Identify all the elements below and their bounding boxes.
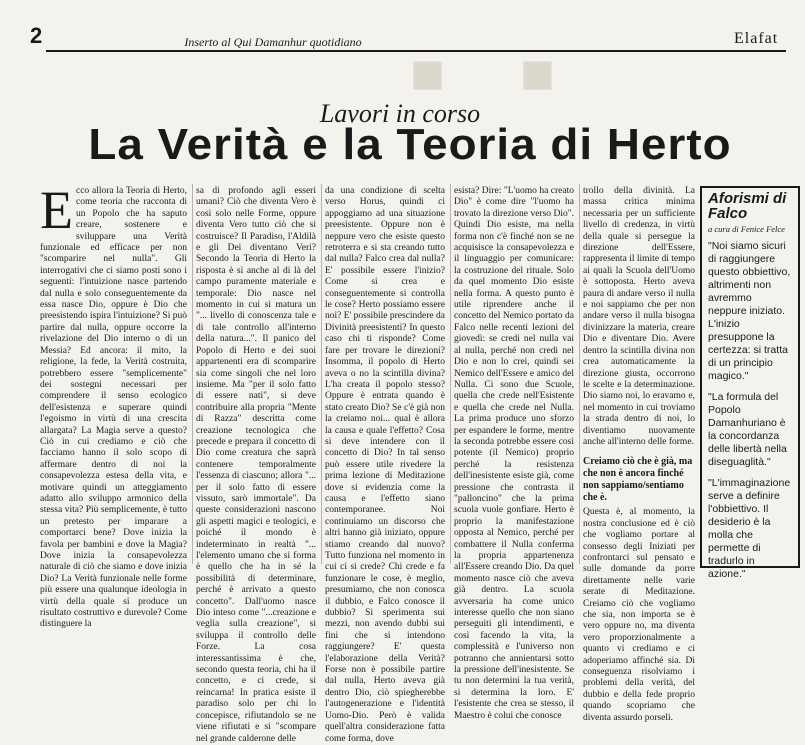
section-label: Lavori in corso [319,99,481,128]
article-column-4 [454,186,574,721]
sidebar-title: Aforismi di Falco [708,190,787,222]
column-text: esista? Dire: "L'uomo ha creato Dio" è come dire "l'uomo ha trovato la direzione verso Dio". Quindi Dio esiste, ma nella forma non c'è finché non se ne acquisisce la consapevolezza e il linguaggio per comunicare: la costruzione del rituale. Solo da quel momento Dio esiste nella forma. A questo punto è utile riprendere anche il concetto del Nemico portato da Falco nelle recenti lezioni del giovedì: se credi nel nulla vai al nulla, perché non credi nel Dio e non lo crei, quindi sei Nemico dell'Essere e amico del Nulla. Ci sono due Scuole, quella che crede nell'Esistente e quella che crede nel Nulla. La prima produce uno sforzo per espandere le forme, mentre la seconda potrebbe essere così potente (il Nemico) proprio perché la resistenza dell'inesistente esiste già, come pressione che contrasta il "palloncino" che la prima scuola vuole gonfiare. Herto è proprio la manifestazione opposta al Nemico, perché per combattere il Nulla conferma la propria appartenenza all'Essere creando Dio. Da quel momento nasce ciò che aveva già dentro. La scuola avversaria ha come unico interesse quello che non siano perseguiti gli intendimenti, e così facendo la vita, la complessità e l'universo non potranno che annientarsi sotto la pressione dell'inesistente. Se tu non determini la tua verità, si determina la loro. E' l'esistente che crea se stesso, il Maestro è colui che conosce [454,186,574,721]
bleed-through-shape: ■ [520,41,556,106]
article-column-2 [196,186,316,744]
article-column-1 [40,180,187,630]
sidebar-aphorisms-box [700,186,800,580]
brand-name: Elafat [734,30,779,47]
article-column-5 [583,186,695,723]
aphorism-quote: "L'immaginazione serve a definire l'obbiettivo. Il desiderio è la molla che permette di tradurlo in azione." [708,477,791,580]
column-text: trollo della divinità. La massa critica minima necessaria per un sufficiente livello di credenza, in virtù della quale si persegue la direzione dell'Essere, rappresenta il limite di tempo ai quali la Scuola dell'Uomo è sottoposta. Herto aveva paura di andare verso il nulla e noi sappiamo che per non andare verso il nulla bisogna divinizzare la materia, creare Dio e diventare Dio. Avere dentro la scintilla divina non crea automaticamente la direzione giusta, occorrono le scelte e la determinazione. Dio siamo noi, lo eravamo e, nel momento in cui troviamo la strada dentro di noi, lo diventiamo nuovamente anche all'interno delle forme. [583,186,695,447]
sidebar-byline: a cura di Fenice Felce [708,224,785,234]
bleed-through-shape: ■ [410,41,446,106]
column-subheading: Creiamo ciò che è già, ma che non è ancora finché non sappiamo/sentiamo che è. [583,456,693,504]
article-column-3 [325,186,445,744]
column-divider [450,184,451,564]
column-divider [192,184,193,564]
column-text: Questa è, al momento, la nostra conclusione ed è ciò che vogliamo portare al consesso degli Iniziati per confrontarci sul pensato e sulle domande da porre direttamente nelle varie serate di Meditazione. Creiamo ciò che vogliamo che sia, non importa se è vero oppure no, ma diventa vero proporzionalmente a quanto vi crediamo e ci adoperiamo affinché sia. Di conseguenza risolviamo i problemi della verità, del dubbio e della fede proprio quando scopriamo che diventa assurdo porseli. [583,507,695,723]
column-divider [321,184,322,564]
aphorism-quote: "Noi siamo sicuri di raggiungere questo obbiettivo, altrimenti non avremmo neppure iniziato. L'inizio presuppone la certezza: si tratta di un principio magico." [708,240,791,382]
column-text: cco allora la Teoria di Herto, come teoria che racconta di un Popolo che ha saputo creare, sostenere e sviluppare una Verità funzionale ed efficace per non "scomparire nel nulla". Gli interrogativi che ci siamo posti sono i seguenti: l'intuizione nasce partendo dal nulla e solo conseguentemente da essa nasce Dio, oppure è Dio che preesistendo ispira l'intuizione? Si può partire dal nulla, oppure occorre la rivelazione del Dio interno o di un Messia? Ed ancora: il mito, la religione, la fede, la Verità costruita, potrebbero essere "semplicemente" dei sostegni necessari per comprendere il senso ecologico dell'esistenza e superare quindi l'egoismo in virtù di una crescita allargata? La Magia serve a questo? Ciò in cui crediamo e ciò che facciamo hanno il solo scopo di affermare dentro di noi la consapevolezza estesa della vita, e motivare quindi un atteggiamento adatto allo sviluppo armonico della stessa vita? Più semplicemente, è tutto un pretesto per imparare a comportarci bene? Dove inizia la favola per bambini e dove la Magia? Dove inizia la consapevolezza naturale di ciò che siamo e dove inizia Dio? La Verità funzionale nelle forme più essere una qualunque ideologia in virtù della quale si produce un risultato costruttivo e durevole? Come distinguere la [40,186,187,630]
column-text: sa di profondo agli esseri umani? Ciò che diventa Vero è così solo nelle Forme, oppure diventa Vero tutto ciò che si costruisce? Il Paradiso, l'Aldilà e gli Dei diventano Veri? Secondo la Teoria di Herto la risposta è sì anche al di là del campo puramente materiale e temporale: Dio nasce nel momento in cui si matura un "... livello di conoscenza tale e di tale controllo all'interno della natura...". Il panico del Popolo di Herto e dei suoi appartenenti era di scomparire sia come singoli che nel loro insieme. Ma "per il solo fatto di essere nati", si deve contribuire alla propria "Mente di Razza" descritta come creazione tecnologica che precede e prepara il concetto di Dio come creatura che saprà contenere temporalmente l'essenza di ciascuno; allora "... per il solo fatto di essere vissuto, sarò immortale". Da queste considerazioni nascono gli aspetti magici e teologici, e poiché il mondo è indeterminato in realtà "... l'elemento umano che si forma è quello che ha in sé la possibilità di determinare, perché è arrivato a questo concetto". Dall'uomo nasce Dio inteso come "...creazione e veglia sulla creazione", si sviluppa il controllo delle Forze. La cosa interessantissima è che, secondo questa teoria, chi ha il concetto, e ci crede, si reincarna! In pratica esiste il paradiso solo per chi lo concepisce, rifiutandolo se ne viene rifiutati e si "scompare nel grande calderone delle [196,186,316,744]
column-divider [579,184,580,564]
header-running-title: Inserto al Qui Damanhur quotidiano [184,35,362,49]
drop-cap: E [40,180,73,240]
page-number: 2 [30,23,43,48]
column-text: da una condizione di scelta verso Horus, quindi ci appoggiamo ad una situazione preesistente. Oppure non è neppure vero che esiste questo retroterra e si sta creando tutto dal nulla? Falco crea dal nulla? E' possibile essere l'inizio? Come si crea e conseguentemente si controlla le cose? Herto possiamo essere noi? E' possibile prescindere da Divinità preesistenti? In questo caso chi ti risponde? Come fare per trovare le direzioni? Insomma, il popolo di Herto aveva o no la scintilla divina? L'ha creata il popolo stesso? Oppure è entrata quando è stato creato Dio? Se c'è già non la creiamo noi... qual è allora la causa e quale l'effetto? Cosa si deve intendere con il concetto di Dio? In tal senso può essere utile rivedere la prima lezione di Meditazione dove si evidenzia come la causa e l'effetto siano contemporanee. Noi continuiamo un discorso che altri hanno già iniziato, oppure stiamo creando dal nuovo? Tutto funziona nel momento in cui ci si crede? Chi crede e fa funzionare le cose, è meglio, presumiamo, che non conosca il dubbio, e Falco conosce il dubbio? Si sperimenta sui mezzi, non avendo dubbi sui fini che si intendono raggiungere? E' questa l'elaborazione della Verità? Forse non è possibile partire dal nulla, Herto aveva già dentro Dio, ciò spiegherebbe l'autogenerazione e l'identità Uomo-Dio. Però è valida quell'altra considerazione fatta come forma, dove [325,186,445,744]
headline: La Verità e la Teoria di Herto [88,120,732,169]
aphorism-quote: "La formula del Popolo Damanhuriano è la concordanza delle libertà nella diseguaglità." [708,391,787,468]
